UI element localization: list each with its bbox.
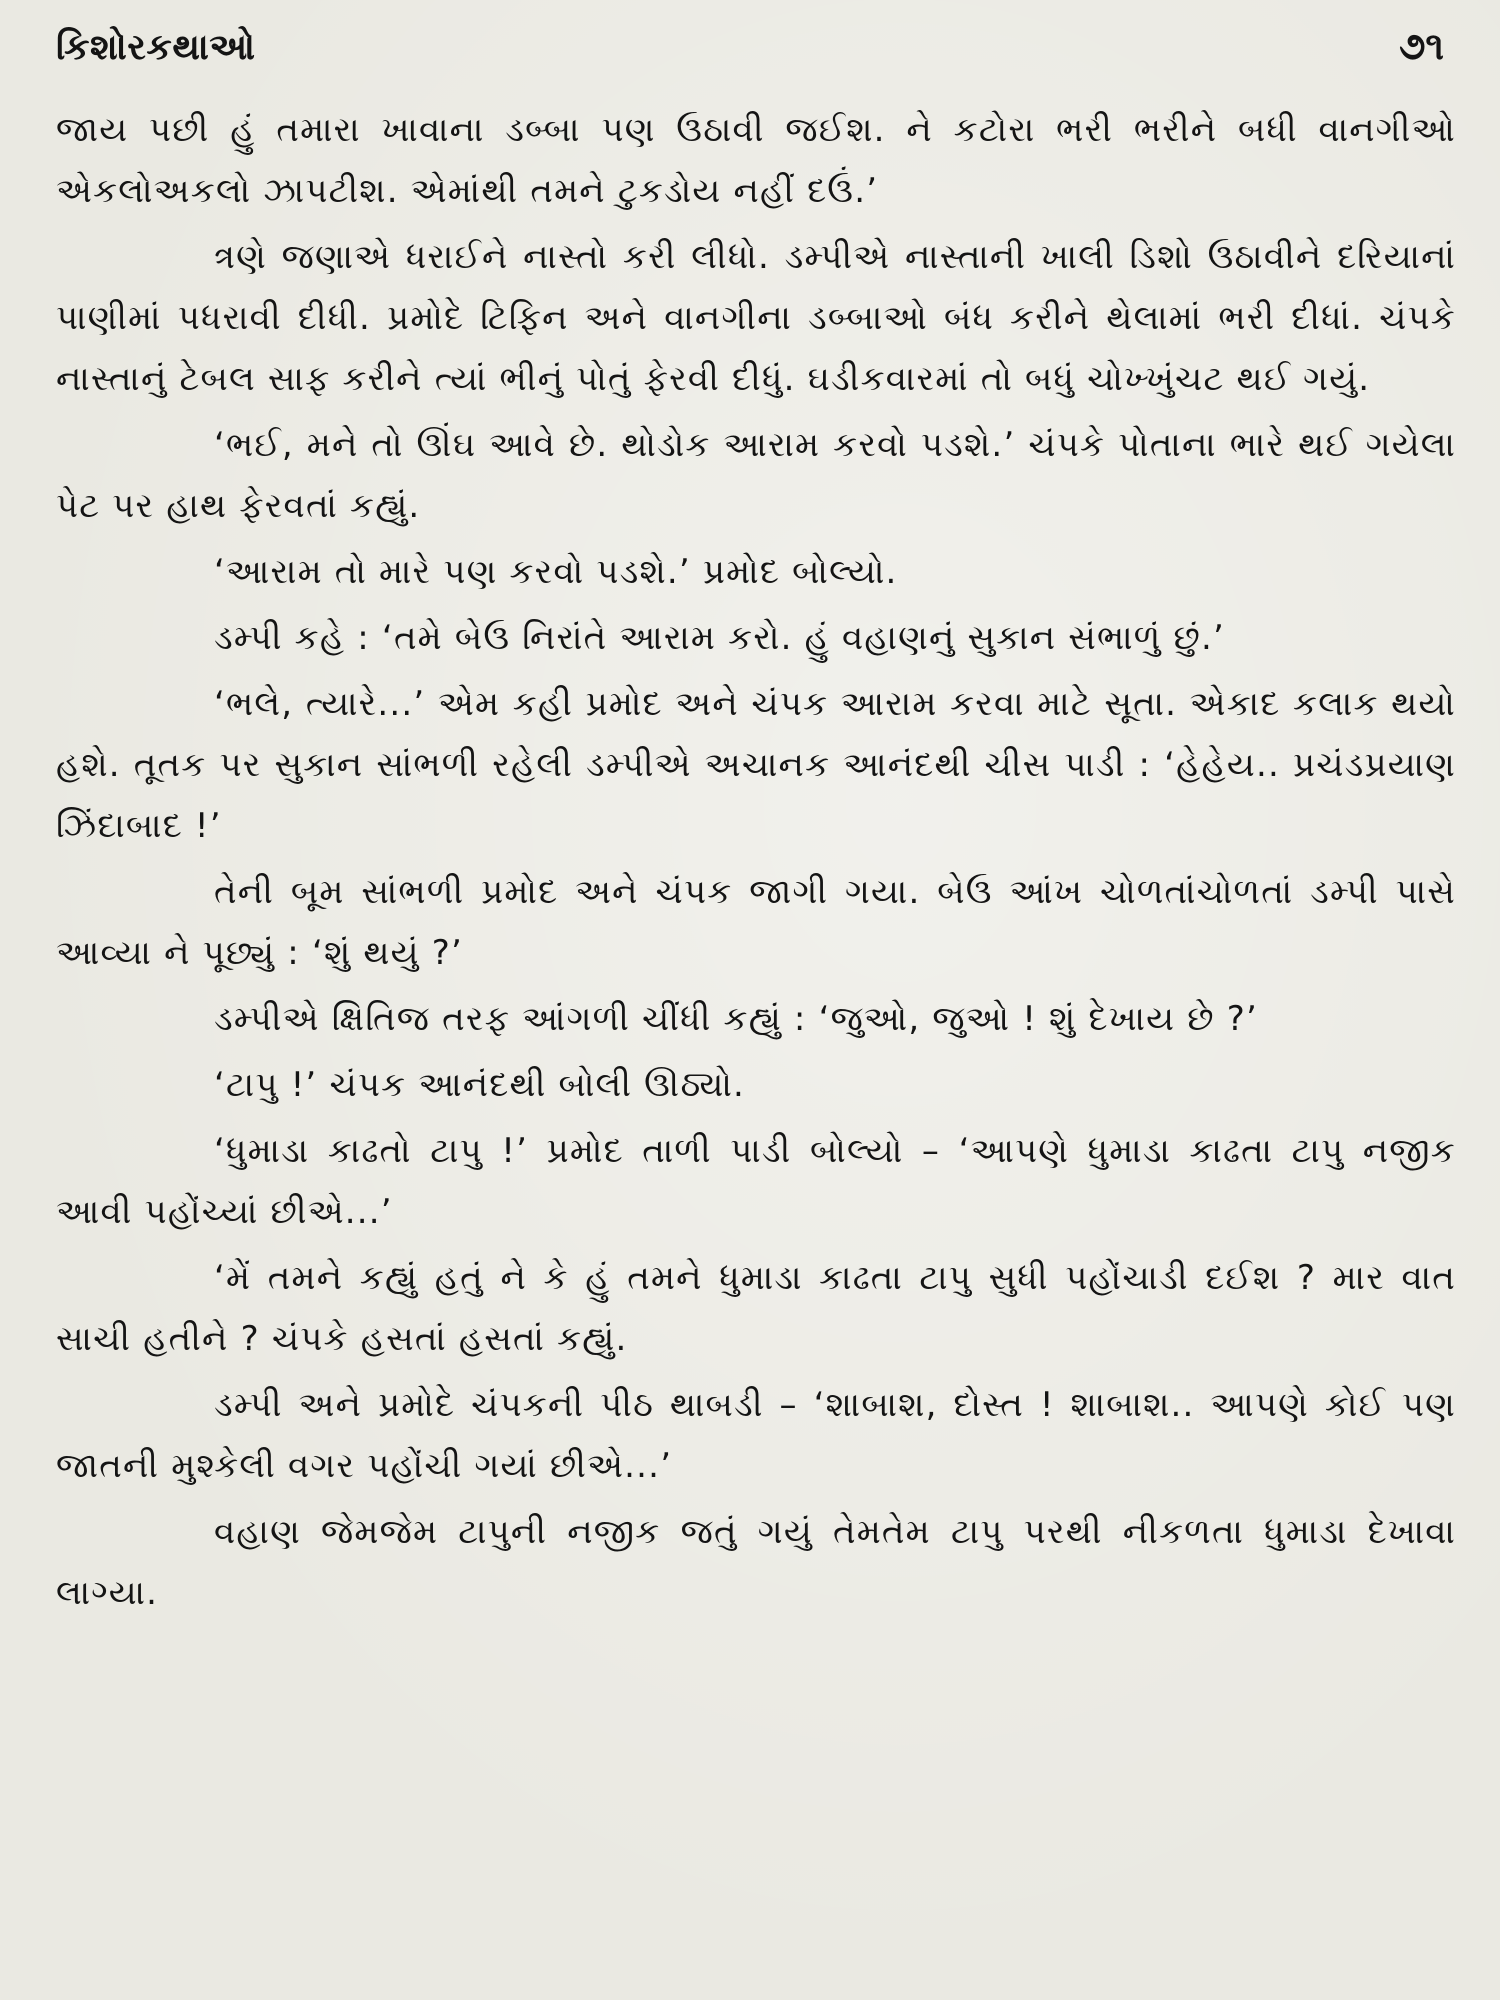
paragraph: ‘આરામ તો મારે પણ કરવો પડશે.’ પ્રમોદ બોલ્યો. — [214, 552, 898, 592]
paragraph: ‘ભઈ, મને તો ઊંઘ આવે છે. થોડોક આરામ કરવો પડશે.’ ચંપકે પોતાના ભારે થઈ ગયેલા પેટ પર હાથ ફેરવતાં કહ્યું. — [56, 425, 1456, 526]
paragraph: જાય પછી હું તમારા ખાવાના ડબ્બા પણ ઉઠાવી જઈશ. ને કટોરા ભરી ભરીને બધી વાનગીઓ એકલોઅકલો ઝાપટીશ. એમાંથી તમને ટુકડોય નહીં દઉં.’ — [56, 110, 1456, 211]
paragraph: ‘ધુમાડા કાઢતો ટાપુ !’ પ્રમોદ તાળી પાડી બોલ્યો – ‘આપણે ધુમાડા કાઢતા ટાપુ નજીક આવી પહોંચ્યાં છીએ...’ — [56, 1131, 1456, 1232]
paragraph: ‘ભલે, ત્યારે...’ એમ કહી પ્રમોદ અને ચંપક આરામ કરવા માટે સૂતા. એકાદ કલાક થયો હશે. તૂતક પર સુકાન સાંભળી રહેલી ડમ્પીએ અચાનક આનંદથી ચીસ પાડી : ‘હેહેય.. પ્રચંડપ્રયાણ ઝિંદાબાદ !’ — [56, 684, 1456, 846]
paragraph: તેની બૂમ સાંભળી પ્રમોદ અને ચંપક જાગી ગયા. બેઉ આંખ ચોળતાંચોળતાં ડમ્પી પાસે આવ્યા ને પૂછ્યું : ‘શું થયું ?’ — [56, 872, 1456, 973]
paragraph: ડમ્પીએ ક્ષિતિજ તરફ આંગળી ચીંધી કહ્યું : ‘જુઓ, જુઓ ! શું દેખાય છે ?’ — [214, 999, 1258, 1039]
page-header — [56, 24, 1456, 100]
paragraph: ડમ્પી કહે : ‘તમે બેઉ નિરાંતે આરામ કરો. હું વહાણનું સુકાન સંભાળું છું.’ — [214, 618, 1226, 658]
page-body — [56, 100, 1456, 1624]
running-title: કિશોરકથાઓ — [56, 27, 256, 68]
page-number: ૭૧ — [1398, 24, 1444, 68]
paragraph: વહાણ જેમજેમ ટાપુની નજીક જતું ગયું તેમતેમ ટાપુ પરથી નીકળતા ધુમાડા દેખાવા લાગ્યા. — [56, 1512, 1456, 1613]
paragraph: ‘મેં તમને કહ્યું હતું ને કે હું તમને ધુમાડા કાઢતા ટાપુ સુધી પહોંચાડી દઈશ ? માર વાત સાચી હતીને ? ચંપકે હસતાં હસતાં કહ્યું. — [56, 1258, 1456, 1359]
paragraph: ડમ્પી અને પ્રમોદે ચંપકની પીઠ થાબડી – ‘શાબાશ, દોસ્ત ! શાબાશ.. આપણે કોઈ પણ જાતની મુશ્કેલી વગર પહોંચી ગયાં છીએ...’ — [56, 1385, 1456, 1486]
paragraph: ‘ટાપુ !’ ચંપક આનંદથી બોલી ઊઠ્યો. — [214, 1065, 746, 1105]
paragraph: ત્રણે જણાએ ધરાઈને નાસ્તો કરી લીધો. ડમ્પીએ નાસ્તાની ખાલી ડિશો ઉઠાવીને દરિયાનાં પાણીમાં પધરાવી દીધી. પ્રમોદે ટિફિન અને વાનગીના ડબ્બાઓ બંધ કરીને થેલામાં ભરી દીધાં. ચંપકે નાસ્તાનું ટેબલ સાફ કરીને ત્યાં ભીનું પોતું ફેરવી દીધું. ઘડીકવારમાં તો બધું ચોખ્ખુંચટ થઈ ગયું. — [56, 237, 1456, 399]
